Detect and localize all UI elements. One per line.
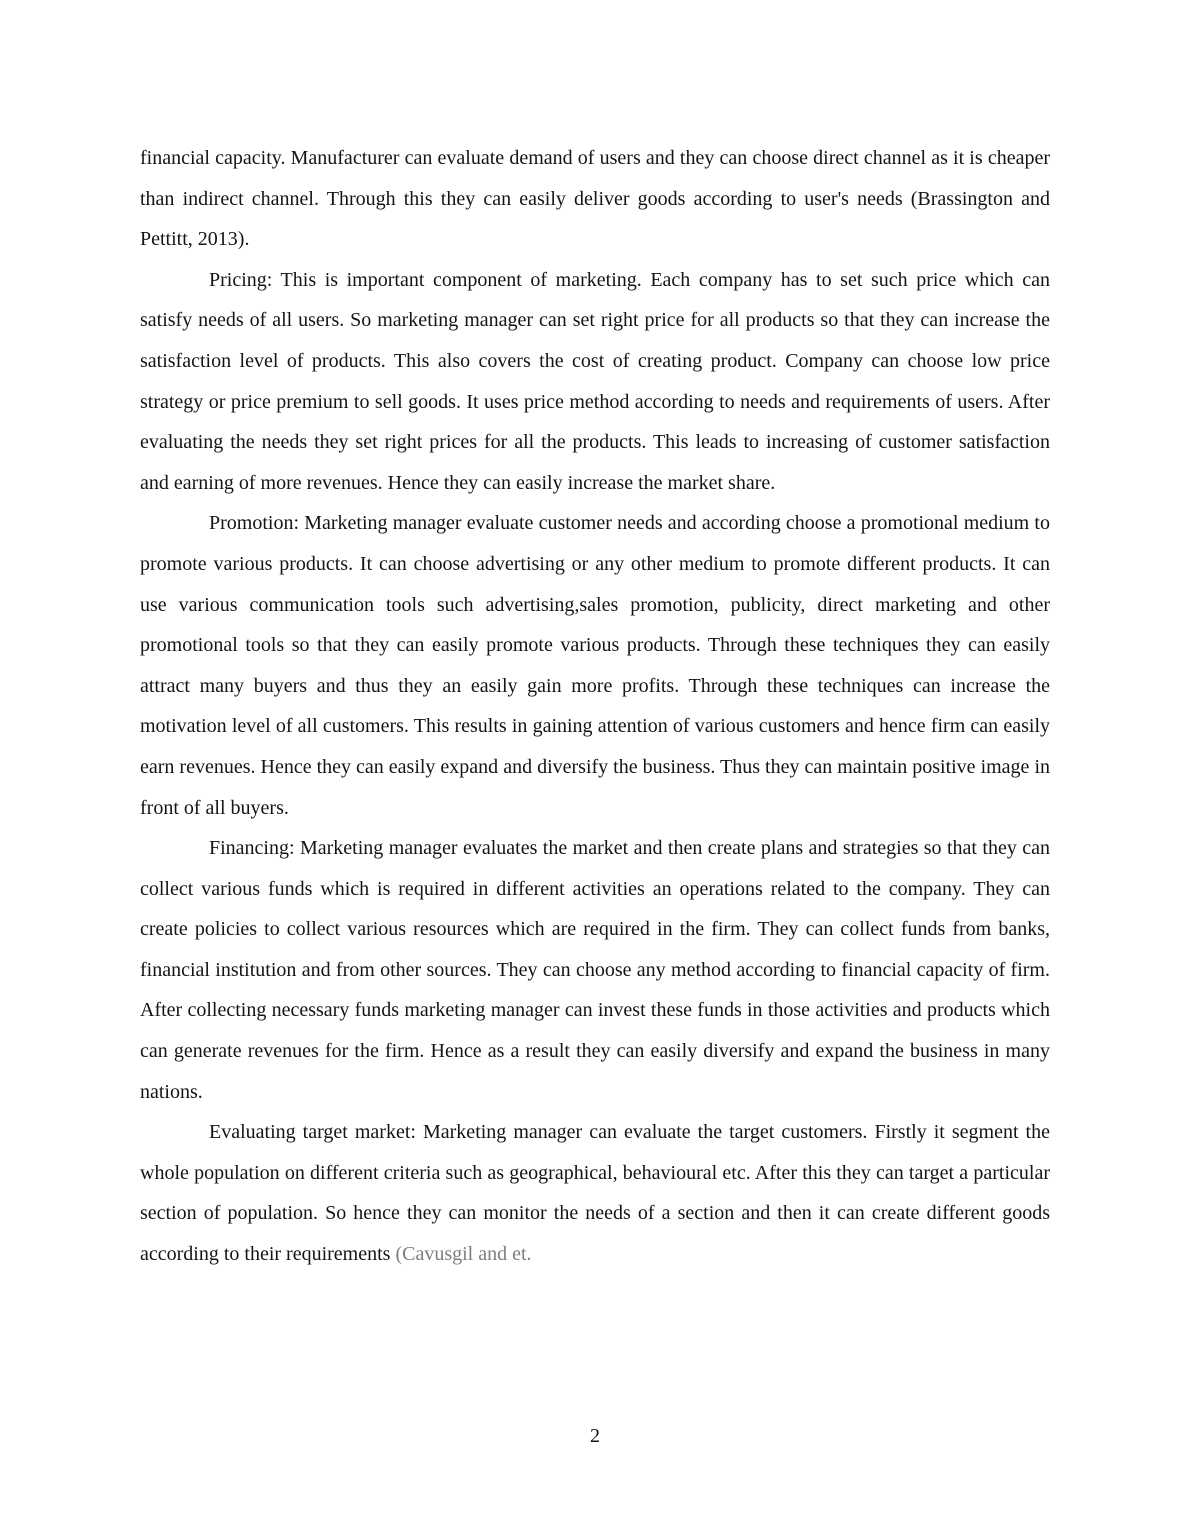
paragraph: financial capacity. Manufacturer can evaluate demand of users and they can choose direct channel as it is cheaper than indirect channel. Through this they can easily deliver goods according to user's needs (Brassington and Pettitt, 2013). [140, 147, 1050, 251]
document-body [140, 138, 1050, 1275]
paragraph: Promotion: Marketing manager evaluate customer needs and according choose a promotional medium to promote various products. It can choose advertising or any other medium to promote different products. It can use various communication tools such advertising,sales promotion, publicity, direct marketing and other promotional tools so that they can easily promote various products. Through these techniques they can easily attract many buyers and thus they an easily gain more profits. Through these techniques can increase the motivation level of all customers. This results in gaining attention of various customers and hence firm can easily earn revenues. Hence they can easily expand and diversify the business. Thus they can maintain positive image in front of all buyers. [140, 512, 1050, 819]
paragraph: Financing: Marketing manager evaluates the market and then create plans and strategies so that they can collect various funds which is required in different activities an operations related to the company. They can create policies to collect various resources which are required in the firm. They can collect funds from banks, financial institution and from other sources. They can choose any method according to financial capacity of firm. After collecting necessary funds marketing manager can invest these funds in those activities and products which can generate revenues for the firm. Hence as a result they can easily diversify and expand the business in many nations. [140, 837, 1050, 1103]
page-number: 2 [590, 1425, 600, 1447]
citation-text: (Cavusgil and et. [395, 1243, 532, 1266]
paragraph: Pricing: This is important component of marketing. Each company has to set such price which can satisfy needs of all users. So marketing manager can set right price for all products so that they can increase the satisfaction level of products. This also covers the cost of creating product. Company can choose low price strategy or price premium to sell goods. It uses price method according to needs and requirements of users. After evaluating the needs they set right prices for all the products. This leads to increasing of customer satisfaction and earning of more revenues. Hence they can easily increase the market share. [140, 268, 1050, 494]
paragraph: Evaluating target market: Marketing manager can evaluate the target customers. Firstly it segment the whole population on different criteria such as geographical, behavioural etc. After this they can target a particular section of population. So hence they can monitor the needs of a section and then it can create different goods according to their requirements (Cavusgil and et. [140, 1121, 1050, 1266]
